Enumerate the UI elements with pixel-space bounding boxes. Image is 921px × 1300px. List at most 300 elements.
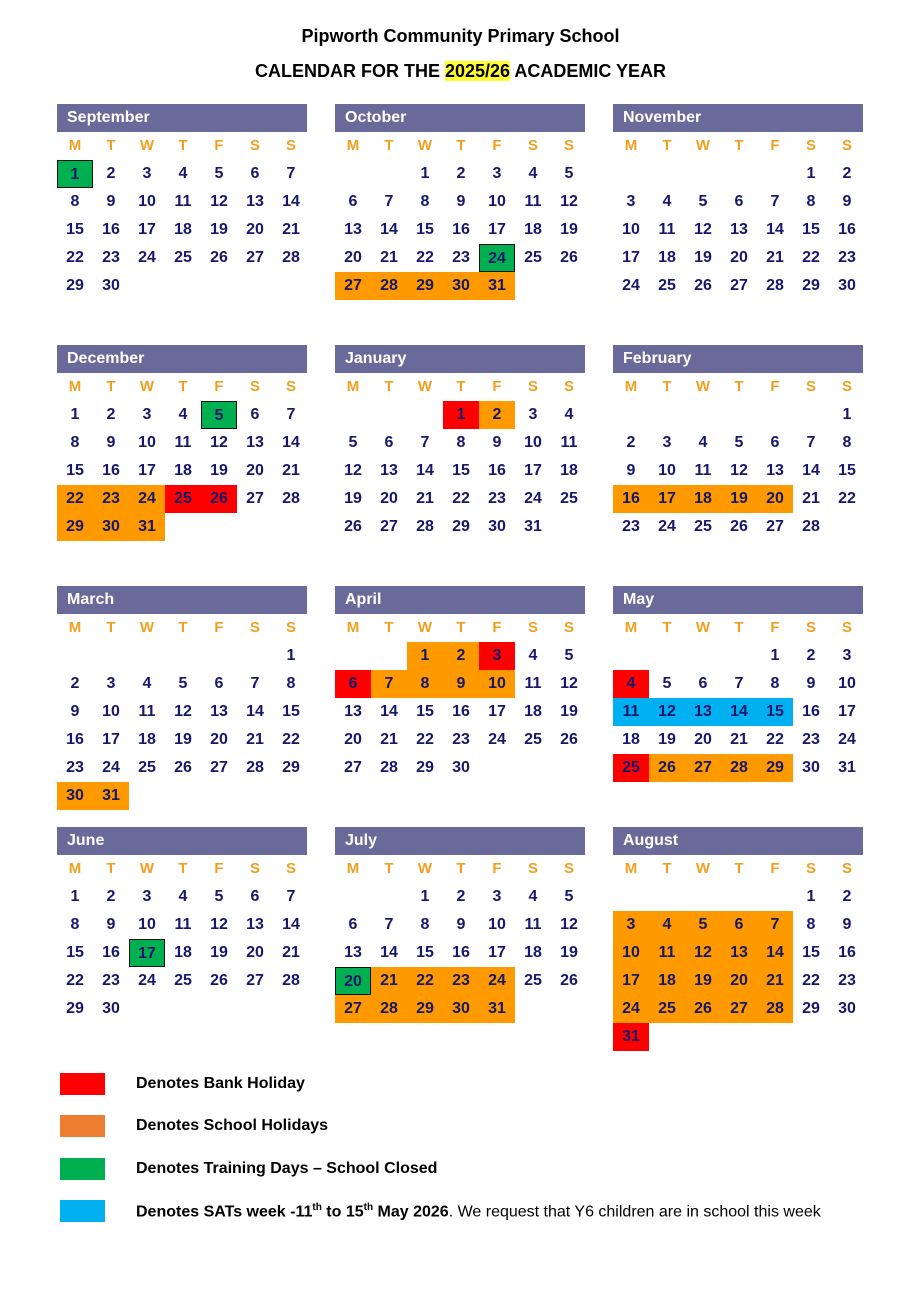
day-cell: 14 (246, 703, 264, 720)
day-cell: 15 (452, 462, 470, 479)
day-cell: 21 (282, 944, 300, 961)
legend-bank-holiday-text: Denotes Bank Holiday (136, 1075, 305, 1092)
weekday-label: F (492, 619, 502, 636)
day-cell: 25 (524, 249, 542, 266)
day-cell: 20 (246, 944, 264, 961)
empty-cell (335, 160, 371, 188)
day-cell: 9 (70, 703, 80, 720)
day-cell: 10 (102, 703, 120, 720)
weekday-label: M (346, 860, 360, 877)
day-cell: 12 (344, 462, 362, 479)
day-cell: 16 (102, 221, 120, 238)
day-cell: 31 (613, 1023, 649, 1051)
day-cell: 10 (488, 916, 506, 933)
day-cell: 29 (57, 513, 93, 541)
day-cell: 4 (142, 675, 152, 692)
day-grid (613, 855, 863, 1051)
day-cell: 26 (649, 754, 685, 782)
day-cell: 18 (524, 703, 542, 720)
month-name: February (613, 345, 863, 373)
day-cell: 30 (838, 1000, 856, 1017)
day-cell: 1 (443, 401, 479, 429)
day-cell: 27 (730, 277, 748, 294)
weekday-label: F (214, 378, 224, 395)
day-cell: 7 (384, 916, 394, 933)
day-cell: 16 (102, 462, 120, 479)
day-cell: 12 (560, 675, 578, 692)
day-cell: 27 (246, 972, 264, 989)
sats-swatch (60, 1200, 105, 1222)
empty-cell (757, 401, 793, 429)
day-cell: 31 (479, 995, 515, 1023)
day-cell: 23 (102, 972, 120, 989)
day-cell: 25 (658, 277, 676, 294)
day-cell: 22 (66, 972, 84, 989)
weekday-label: S (527, 137, 538, 154)
empty-cell (371, 642, 407, 670)
day-cell: 28 (282, 972, 300, 989)
day-cell: 19 (560, 221, 578, 238)
day-cell: 25 (174, 249, 192, 266)
day-cell: 11 (174, 916, 192, 933)
day-cell: 24 (138, 249, 156, 266)
day-cell: 29 (452, 518, 470, 535)
weekday-label: F (214, 860, 224, 877)
weekday-label: S (841, 378, 852, 395)
day-cell: 20 (694, 731, 712, 748)
weekday-label: W (417, 860, 433, 877)
day-cell: 25 (138, 759, 156, 776)
day-cell: 27 (246, 490, 264, 507)
day-cell: 29 (66, 277, 84, 294)
weekday-label: T (178, 137, 188, 154)
day-cell: 6 (770, 434, 780, 451)
day-cell: 17 (488, 703, 506, 720)
day-cell: 15 (416, 944, 434, 961)
empty-cell (165, 642, 201, 670)
day-cell: 3 (528, 406, 538, 423)
day-cell: 6 (335, 670, 371, 698)
day-cell: 18 (138, 731, 156, 748)
day-grid (57, 373, 307, 541)
day-cell: 26 (210, 972, 228, 989)
weekday-label: S (285, 860, 296, 877)
empty-cell (685, 883, 721, 911)
day-cell: 27 (335, 272, 371, 300)
day-cell: 10 (622, 221, 640, 238)
month-name: May (613, 586, 863, 614)
weekday-label: F (492, 860, 502, 877)
day-cell: 14 (416, 462, 434, 479)
weekday-label: M (624, 137, 638, 154)
day-cell: 13 (246, 434, 264, 451)
weekday-label: W (139, 860, 155, 877)
day-cell: 11 (138, 703, 156, 720)
day-cell: 14 (380, 944, 398, 961)
month-name: November (613, 104, 863, 132)
day-cell: 6 (250, 406, 260, 423)
day-cell: 26 (210, 249, 228, 266)
day-cell: 9 (106, 916, 116, 933)
day-cell: 1 (806, 165, 816, 182)
weekday-label: W (695, 137, 711, 154)
day-cell: 1 (842, 406, 852, 423)
day-cell: 21 (730, 731, 748, 748)
day-cell: 18 (174, 944, 192, 961)
day-cell: 13 (344, 944, 362, 961)
day-cell: 31 (129, 513, 165, 541)
day-cell: 8 (806, 193, 816, 210)
day-cell: 13 (344, 703, 362, 720)
weekday-label: F (770, 137, 780, 154)
day-cell: 25 (174, 972, 192, 989)
training-day-swatch (60, 1158, 105, 1180)
month-august (613, 827, 863, 1051)
weekday-label: M (346, 137, 360, 154)
day-cell: 14 (282, 916, 300, 933)
empty-cell (335, 883, 371, 911)
day-cell: 19 (721, 485, 757, 513)
day-cell: 20 (246, 462, 264, 479)
empty-cell (201, 642, 237, 670)
day-cell: 10 (488, 193, 506, 210)
day-cell: 10 (479, 670, 515, 698)
day-cell: 17 (838, 703, 856, 720)
day-cell: 11 (613, 698, 649, 726)
weekday-label: T (456, 378, 466, 395)
day-cell: 23 (838, 249, 856, 266)
day-cell: 27 (344, 759, 362, 776)
weekday-label: W (417, 378, 433, 395)
day-cell: 24 (838, 731, 856, 748)
empty-cell (237, 642, 273, 670)
day-cell: 16 (452, 944, 470, 961)
day-grid (57, 132, 307, 300)
day-cell: 26 (201, 485, 237, 513)
day-cell: 1 (420, 165, 430, 182)
day-cell: 4 (528, 647, 538, 664)
weekday-label: S (841, 619, 852, 636)
day-cell: 1 (407, 642, 443, 670)
day-cell: 6 (734, 193, 744, 210)
day-cell: 13 (344, 221, 362, 238)
day-cell: 26 (560, 249, 578, 266)
day-cell: 10 (138, 916, 156, 933)
day-cell: 22 (66, 249, 84, 266)
day-cell: 19 (174, 731, 192, 748)
empty-cell (757, 160, 793, 188)
day-cell: 3 (492, 888, 502, 905)
day-cell: 5 (214, 888, 224, 905)
empty-cell (613, 160, 649, 188)
day-cell: 29 (416, 759, 434, 776)
day-cell: 18 (560, 462, 578, 479)
weekday-label: F (492, 137, 502, 154)
month-name: July (335, 827, 585, 855)
academic-year: 2025/26 (444, 61, 511, 81)
day-cell: 17 (649, 485, 685, 513)
day-cell: 23 (66, 759, 84, 776)
day-cell: 13 (730, 221, 748, 238)
weekday-label: M (346, 378, 360, 395)
weekday-label: F (492, 378, 502, 395)
day-cell: 5 (201, 401, 237, 429)
day-cell: 17 (138, 462, 156, 479)
weekday-label: S (563, 860, 574, 877)
day-cell: 29 (802, 1000, 820, 1017)
day-cell: 10 (838, 675, 856, 692)
day-cell: 21 (757, 967, 793, 995)
day-cell: 9 (626, 462, 636, 479)
day-cell: 3 (142, 888, 152, 905)
day-cell: 11 (524, 916, 542, 933)
day-cell: 27 (335, 995, 371, 1023)
weekday-label: W (695, 860, 711, 877)
day-cell: 15 (757, 698, 793, 726)
weekday-label: T (734, 378, 744, 395)
weekday-label: T (178, 860, 188, 877)
day-cell: 26 (694, 277, 712, 294)
day-cell: 2 (479, 401, 515, 429)
day-cell: 13 (685, 698, 721, 726)
weekday-label: S (249, 378, 260, 395)
day-cell: 17 (138, 221, 156, 238)
day-cell: 2 (626, 434, 636, 451)
day-cell: 25 (524, 731, 542, 748)
day-cell: 2 (106, 406, 116, 423)
day-cell: 30 (93, 513, 129, 541)
day-cell: 4 (178, 406, 188, 423)
day-cell: 30 (102, 277, 120, 294)
day-cell: 24 (658, 518, 676, 535)
day-cell: 21 (371, 967, 407, 995)
day-cell: 18 (524, 221, 542, 238)
day-cell: 22 (802, 972, 820, 989)
day-cell: 5 (662, 675, 672, 692)
empty-cell (649, 883, 685, 911)
empty-cell (757, 883, 793, 911)
day-cell: 2 (456, 888, 466, 905)
day-cell: 17 (488, 944, 506, 961)
day-cell: 31 (479, 272, 515, 300)
day-cell: 9 (806, 675, 816, 692)
day-cell: 16 (66, 731, 84, 748)
month-name: January (335, 345, 585, 373)
day-cell: 13 (721, 939, 757, 967)
day-cell: 8 (70, 434, 80, 451)
empty-cell (93, 642, 129, 670)
weekday-label: T (734, 860, 744, 877)
day-cell: 15 (802, 221, 820, 238)
weekday-label: S (285, 137, 296, 154)
day-cell: 17 (622, 249, 640, 266)
day-cell: 11 (174, 434, 192, 451)
weekday-label: T (106, 378, 116, 395)
day-cell: 24 (138, 972, 156, 989)
day-cell: 5 (214, 165, 224, 182)
day-grid (613, 373, 863, 541)
school-name: Pipworth Community Primary School (301, 26, 620, 46)
day-cell: 25 (613, 754, 649, 782)
weekday-label: T (106, 619, 116, 636)
day-cell: 27 (766, 518, 784, 535)
day-cell: 11 (649, 939, 685, 967)
day-cell: 6 (348, 916, 358, 933)
day-grid (335, 614, 585, 782)
day-cell: 12 (560, 916, 578, 933)
empty-cell (407, 401, 443, 429)
day-cell: 21 (802, 490, 820, 507)
day-cell: 23 (443, 967, 479, 995)
weekday-label: M (68, 378, 82, 395)
weekday-label: S (249, 137, 260, 154)
empty-cell (129, 642, 165, 670)
day-cell: 23 (838, 972, 856, 989)
day-cell: 8 (456, 434, 466, 451)
weekday-label: S (527, 378, 538, 395)
weekday-label: W (139, 619, 155, 636)
day-cell: 23 (488, 490, 506, 507)
weekday-label: T (662, 619, 672, 636)
day-cell: 30 (802, 759, 820, 776)
day-cell: 8 (806, 916, 816, 933)
day-grid (57, 614, 307, 810)
day-cell: 9 (106, 434, 116, 451)
weekday-label: T (178, 378, 188, 395)
day-cell: 4 (178, 165, 188, 182)
day-grid (613, 132, 863, 300)
day-cell: 10 (138, 193, 156, 210)
weekday-label: M (624, 378, 638, 395)
day-cell: 20 (730, 249, 748, 266)
weekday-label: F (770, 378, 780, 395)
day-cell: 14 (721, 698, 757, 726)
day-cell: 1 (806, 888, 816, 905)
title-suffix: ACADEMIC YEAR (510, 61, 667, 81)
day-cell: 27 (380, 518, 398, 535)
day-cell: 6 (384, 434, 394, 451)
empty-cell (721, 160, 757, 188)
day-cell: 5 (734, 434, 744, 451)
day-cell: 19 (344, 490, 362, 507)
empty-cell (721, 883, 757, 911)
weekday-label: T (384, 619, 394, 636)
title-prefix: CALENDAR FOR THE (254, 61, 445, 81)
weekday-label: W (417, 137, 433, 154)
day-cell: 14 (380, 221, 398, 238)
day-cell: 4 (564, 406, 574, 423)
day-cell: 31 (838, 759, 856, 776)
day-cell: 2 (106, 165, 116, 182)
day-cell: 10 (524, 434, 542, 451)
day-cell: 19 (210, 221, 228, 238)
day-cell: 2 (842, 888, 852, 905)
month-name: April (335, 586, 585, 614)
day-cell: 30 (838, 277, 856, 294)
day-cell: 15 (282, 703, 300, 720)
day-cell: 30 (443, 995, 479, 1023)
day-cell: 8 (70, 193, 80, 210)
day-grid (57, 855, 307, 1023)
day-cell: 7 (286, 406, 296, 423)
month-september (57, 104, 307, 300)
day-cell: 29 (66, 1000, 84, 1017)
day-cell: 31 (524, 518, 542, 535)
weekday-label: M (624, 619, 638, 636)
day-cell: 21 (246, 731, 264, 748)
day-cell: 10 (138, 434, 156, 451)
weekday-label: T (662, 378, 672, 395)
day-cell: 30 (488, 518, 506, 535)
day-cell: 8 (420, 193, 430, 210)
day-cell: 23 (452, 731, 470, 748)
day-cell: 18 (685, 485, 721, 513)
day-cell: 2 (806, 647, 816, 664)
day-grid (335, 373, 585, 541)
day-cell: 22 (407, 967, 443, 995)
day-cell: 14 (282, 193, 300, 210)
month-december (57, 345, 307, 541)
weekday-label: S (563, 137, 574, 154)
day-cell: 7 (734, 675, 744, 692)
day-cell: 18 (174, 462, 192, 479)
day-cell: 7 (286, 888, 296, 905)
empty-cell (649, 160, 685, 188)
day-cell: 22 (416, 731, 434, 748)
day-cell: 10 (613, 939, 649, 967)
day-cell: 24 (488, 731, 506, 748)
weekday-label: W (695, 378, 711, 395)
day-cell: 4 (613, 670, 649, 698)
empty-cell (335, 401, 371, 429)
day-cell: 22 (57, 485, 93, 513)
day-cell: 11 (694, 462, 712, 479)
day-cell: 4 (662, 193, 672, 210)
day-cell: 5 (698, 193, 708, 210)
day-cell: 29 (407, 272, 443, 300)
month-january (335, 345, 585, 541)
day-cell: 15 (416, 221, 434, 238)
day-cell: 22 (766, 731, 784, 748)
day-cell: 22 (452, 490, 470, 507)
day-cell: 25 (524, 972, 542, 989)
day-cell: 1 (420, 888, 430, 905)
day-cell: 28 (380, 759, 398, 776)
day-cell: 30 (102, 1000, 120, 1017)
weekday-label: T (734, 619, 744, 636)
empty-cell (613, 401, 649, 429)
day-cell: 13 (380, 462, 398, 479)
day-cell: 3 (106, 675, 116, 692)
weekday-label: W (695, 619, 711, 636)
day-cell: 12 (210, 193, 228, 210)
day-cell: 28 (282, 490, 300, 507)
weekday-label: S (841, 860, 852, 877)
day-cell: 11 (560, 434, 578, 451)
weekday-label: F (214, 619, 224, 636)
day-cell: 11 (174, 193, 192, 210)
day-cell: 1 (70, 406, 80, 423)
empty-cell (649, 642, 685, 670)
bank-holiday-swatch (60, 1073, 105, 1095)
weekday-label: T (662, 137, 672, 154)
day-cell: 13 (766, 462, 784, 479)
day-cell: 28 (246, 759, 264, 776)
month-name: September (57, 104, 307, 132)
month-name: August (613, 827, 863, 855)
empty-cell (649, 401, 685, 429)
day-cell: 22 (282, 731, 300, 748)
